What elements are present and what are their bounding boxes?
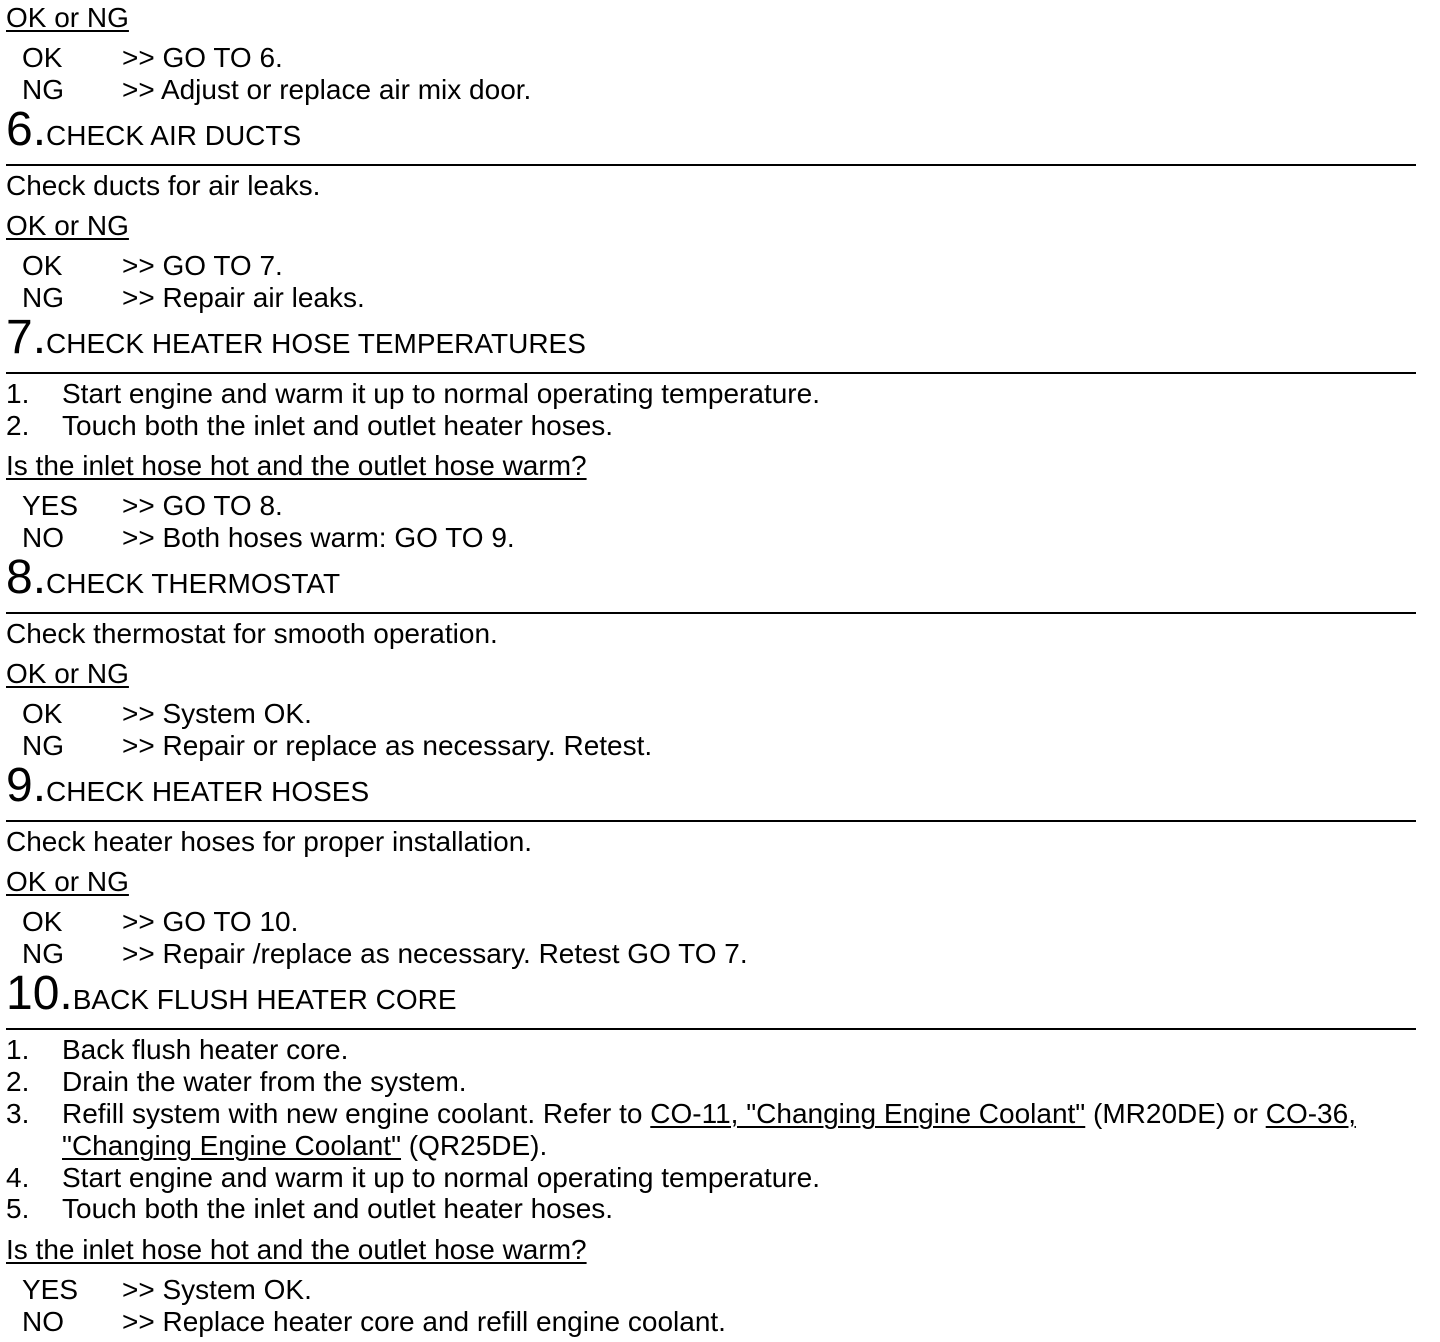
step-number: 7. (6, 311, 47, 364)
s7-list-item (6, 378, 820, 410)
s10-list-item (6, 1162, 820, 1194)
divider (6, 820, 1416, 822)
list-text: Touch both the inlet and outlet heater hoses. (62, 1193, 614, 1224)
list-number: 3. (6, 1098, 30, 1129)
divider (6, 612, 1416, 614)
result-key: NG (22, 730, 64, 761)
result-action: >> GO TO 8. (122, 490, 283, 521)
s9-result-ng (22, 938, 748, 970)
s8-body: Check thermostat for smooth operation. (6, 618, 498, 649)
step-10-heading (6, 967, 457, 1020)
result-key: YES (22, 1274, 79, 1305)
result-action: >> Repair air leaks. (122, 282, 365, 313)
step-8-heading (6, 551, 341, 604)
result-key: NG (22, 74, 64, 105)
result-action: >> GO TO 6. (122, 42, 283, 73)
divider (6, 372, 1416, 374)
s6-body: Check ducts for air leaks. (6, 170, 321, 201)
step-title: CHECK AIR DUCTS (46, 120, 302, 151)
step-title: CHECK HEATER HOSES (46, 776, 370, 807)
list-number: 1. (6, 378, 30, 409)
divider (6, 1028, 1416, 1030)
list-number: 2. (6, 410, 30, 441)
result-key: NG (22, 938, 64, 969)
step-title: CHECK HEATER HOSE TEMPERATURES (46, 328, 586, 359)
list-text: Touch both the inlet and outlet heater hoses. (62, 410, 614, 441)
result-action: >> GO TO 7. (122, 250, 283, 281)
list-text: Start engine and warm it up to normal operating temperature. (62, 1162, 820, 1193)
s10-question: Is the inlet hose hot and the outlet hose warm? (6, 1234, 587, 1265)
step-title: BACK FLUSH HEATER CORE (72, 984, 457, 1015)
list-text: Start engine and warm it up to normal operating temperature. (62, 378, 820, 409)
s5-result-ng (22, 74, 531, 106)
s9-body: Check heater hoses for proper installation. (6, 826, 533, 857)
step-9-heading (6, 759, 370, 812)
s10-list-item-cont (6, 1130, 547, 1162)
list-text: Drain the water from the system. (62, 1066, 467, 1097)
s9-question: OK or NG (6, 866, 129, 897)
s7-result-yes (22, 490, 283, 522)
result-action: >> System OK. (122, 698, 312, 729)
list-number: 5. (6, 1193, 30, 1224)
s10-result-no (22, 1306, 726, 1338)
list-text: (QR25DE). (401, 1130, 548, 1161)
result-action: >> Both hoses warm: GO TO 9. (122, 522, 515, 553)
s7-result-no (22, 522, 515, 554)
s9-result-ok (22, 906, 298, 938)
co-36-link[interactable]: CO-36, (1265, 1098, 1356, 1129)
list-text: (MR20DE) or (1085, 1098, 1266, 1129)
s8-question: OK or NG (6, 658, 129, 689)
result-key: OK (22, 250, 63, 281)
result-action: >> Replace heater core and refill engine coolant. (122, 1306, 726, 1337)
s6-result-ng (22, 282, 365, 314)
list-text: Back flush heater core. (62, 1034, 349, 1065)
result-key: OK (22, 698, 63, 729)
s8-result-ng (22, 730, 652, 762)
s10-list-item (6, 1034, 348, 1066)
step-7-heading (6, 311, 586, 364)
list-number: 4. (6, 1162, 30, 1193)
result-key: NG (22, 282, 64, 313)
result-key: NO (22, 1306, 64, 1337)
result-action: >> System OK. (122, 1274, 312, 1305)
list-text: Refill system with new engine coolant. Refer to (62, 1098, 651, 1129)
s5-result-ok (22, 42, 283, 74)
result-key: NO (22, 522, 64, 553)
result-key: OK (22, 906, 63, 937)
s10-list-item (6, 1066, 467, 1098)
result-action: >> Repair or replace as necessary. Retest. (122, 730, 653, 761)
s5-question: OK or NG (6, 2, 129, 33)
result-action: >> GO TO 10. (122, 906, 299, 937)
result-key: YES (22, 490, 79, 521)
s7-list-item (6, 410, 613, 442)
s7-question: Is the inlet hose hot and the outlet hose warm? (6, 450, 587, 481)
co-36-link-cont[interactable]: "Changing Engine Coolant" (62, 1130, 402, 1161)
list-number: 2. (6, 1066, 30, 1097)
result-action: >> Adjust or replace air mix door. (122, 74, 532, 105)
s6-result-ok (22, 250, 283, 282)
s8-result-ok (22, 698, 312, 730)
step-6-heading (6, 103, 302, 156)
s10-result-yes (22, 1274, 312, 1306)
step-title: CHECK THERMOSTAT (46, 568, 341, 599)
divider (6, 164, 1416, 166)
s10-list-item (6, 1193, 613, 1225)
list-number: 1. (6, 1034, 30, 1065)
result-key: OK (22, 42, 63, 73)
result-action: >> Repair /replace as necessary. Retest GO TO 7. (122, 938, 748, 969)
step-number: 9. (6, 759, 47, 812)
co-11-link[interactable]: CO-11, "Changing Engine Coolant" (650, 1098, 1086, 1129)
s6-question: OK or NG (6, 210, 129, 241)
step-number: 6. (6, 103, 47, 156)
s10-list-item (6, 1098, 1356, 1130)
step-number: 10. (6, 967, 73, 1020)
step-number: 8. (6, 551, 47, 604)
